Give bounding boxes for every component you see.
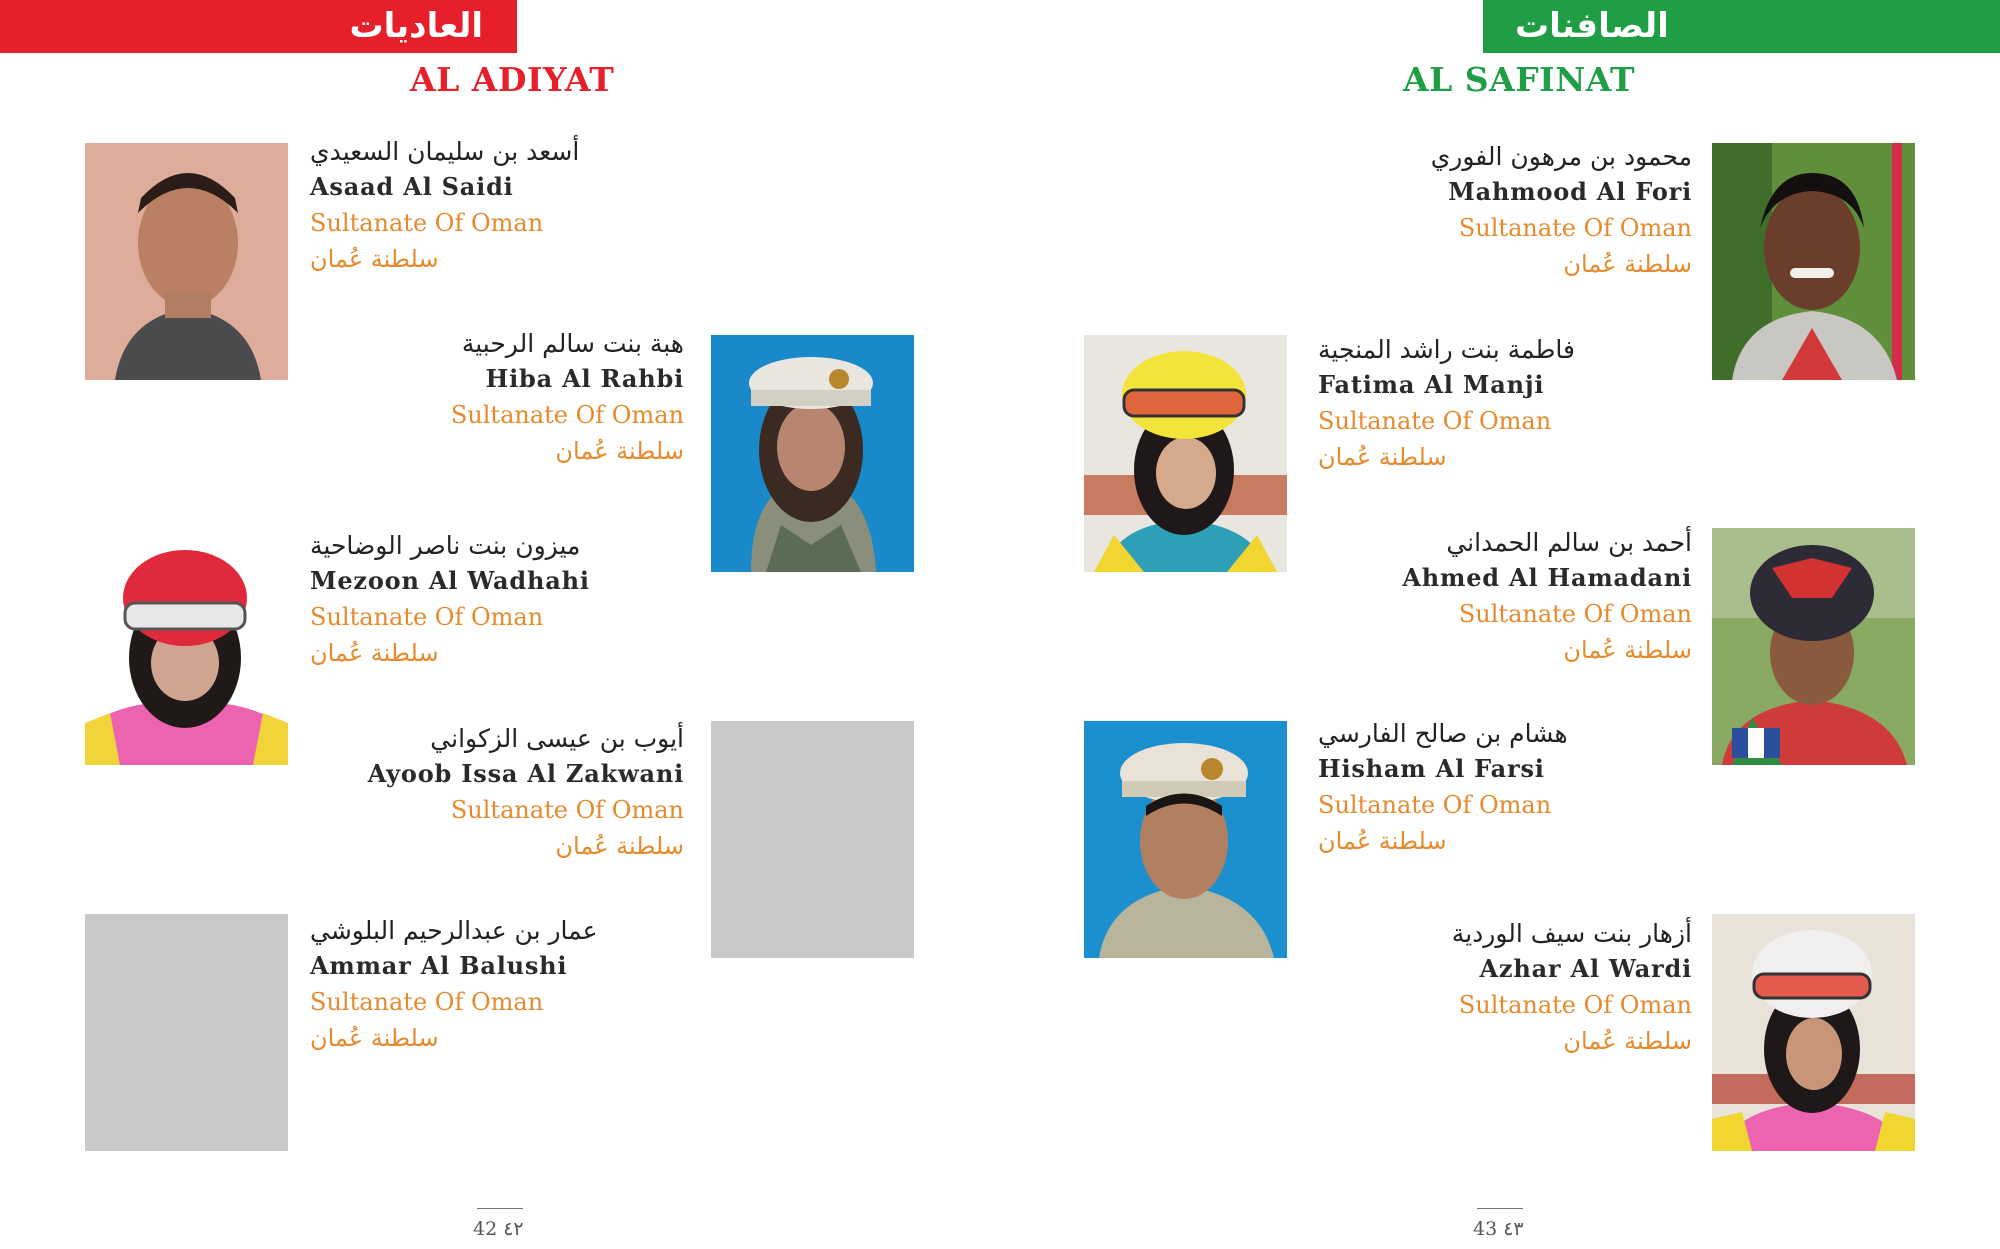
right-section-title: AL SAFINAT [1403, 60, 1636, 99]
profile-entry [284, 722, 684, 864]
country-arabic: سلطنة عُمان [310, 245, 439, 273]
country: Sultanate Of Oman [310, 988, 544, 1016]
english-name: Azhar Al Wardi [1479, 954, 1692, 983]
arabic-name: أحمد بن سالم الحمداني [1446, 528, 1692, 557]
country: Sultanate Of Oman [1318, 791, 1552, 819]
portrait-photo-hisham [1084, 721, 1287, 958]
country-arabic: سلطنة عُمان [1318, 827, 1447, 855]
country: Sultanate Of Oman [1458, 214, 1692, 242]
english-name: Asaad Al Saidi [310, 172, 514, 201]
profile-entry [1318, 333, 1718, 475]
country-arabic: سلطنة عُمان [1563, 636, 1692, 664]
english-name: Mezoon Al Wadhahi [310, 566, 590, 595]
english-name: Ahmed Al Hamadani [1402, 563, 1692, 592]
arabic-name: محمود بن مرهون الفوري [1430, 142, 1692, 171]
portrait-placeholder-ayoob [711, 721, 914, 958]
arabic-name: أزهار بنت سيف الوردية [1451, 919, 1692, 948]
left-section-banner: العاديات [0, 0, 517, 53]
page-number-rule-right [1477, 1208, 1523, 1209]
profile-entry [1292, 526, 1692, 668]
page-number-left: 42 ٤٢ [473, 1218, 524, 1240]
english-name: Hisham Al Farsi [1318, 754, 1545, 783]
country: Sultanate Of Oman [310, 603, 544, 631]
arabic-name: فاطمة بنت راشد المنجية [1318, 335, 1575, 364]
arabic-name: هشام بن صالح الفارسي [1318, 719, 1568, 748]
arabic-name: ميزون بنت ناصر الوضاحية [310, 531, 581, 560]
country-arabic: سلطنة عُمان [555, 437, 684, 465]
country-arabic: سلطنة عُمان [1563, 250, 1692, 278]
portrait-photo-mahmood [1712, 143, 1915, 380]
page-number-rule-left [477, 1208, 523, 1209]
english-name: Hiba Al Rahbi [485, 364, 684, 393]
country: Sultanate Of Oman [450, 401, 684, 429]
arabic-name: أسعد بن سليمان السعيدي [310, 137, 580, 166]
country-arabic: سلطنة عُمان [310, 1024, 439, 1052]
country: Sultanate Of Oman [1318, 407, 1552, 435]
profile-entry [1292, 140, 1692, 282]
portrait-placeholder-ammar [85, 914, 288, 1151]
portrait-photo-azhar [1712, 914, 1915, 1151]
arabic-name: هبة بنت سالم الرحبية [461, 329, 684, 358]
english-name: Mahmood Al Fori [1448, 177, 1692, 206]
country: Sultanate Of Oman [1458, 991, 1692, 1019]
portrait-photo-fatima [1084, 335, 1287, 572]
arabic-name: أيوب بن عيسى الزكواني [430, 724, 684, 753]
page-number-right: 43 ٤٣ [1473, 1218, 1524, 1240]
left-section-title: AL ADIYAT [410, 60, 615, 99]
english-name: Ayoob Issa Al Zakwani [367, 759, 684, 788]
profile-entry [310, 529, 710, 671]
country-arabic: سلطنة عُمان [1563, 1027, 1692, 1055]
profile-entry [310, 135, 710, 277]
english-name: Ammar Al Balushi [310, 951, 568, 980]
country: Sultanate Of Oman [310, 209, 544, 237]
english-name: Fatima Al Manji [1318, 370, 1545, 399]
country-arabic: سلطنة عُمان [555, 832, 684, 860]
profile-entry [1318, 717, 1718, 859]
arabic-name: عمار بن عبدالرحيم البلوشي [310, 916, 598, 945]
right-section-banner: الصافنات [1483, 0, 2000, 53]
portrait-photo-asaad [85, 143, 288, 380]
portrait-photo-mezoon [85, 528, 288, 765]
country-arabic: سلطنة عُمان [310, 639, 439, 667]
profile-entry [1292, 917, 1692, 1059]
country-arabic: سلطنة عُمان [1318, 443, 1447, 471]
profile-entry [284, 327, 684, 469]
country: Sultanate Of Oman [450, 796, 684, 824]
portrait-photo-hiba [711, 335, 914, 572]
portrait-photo-ahmed [1712, 528, 1915, 765]
country: Sultanate Of Oman [1458, 600, 1692, 628]
profile-entry [310, 914, 710, 1056]
